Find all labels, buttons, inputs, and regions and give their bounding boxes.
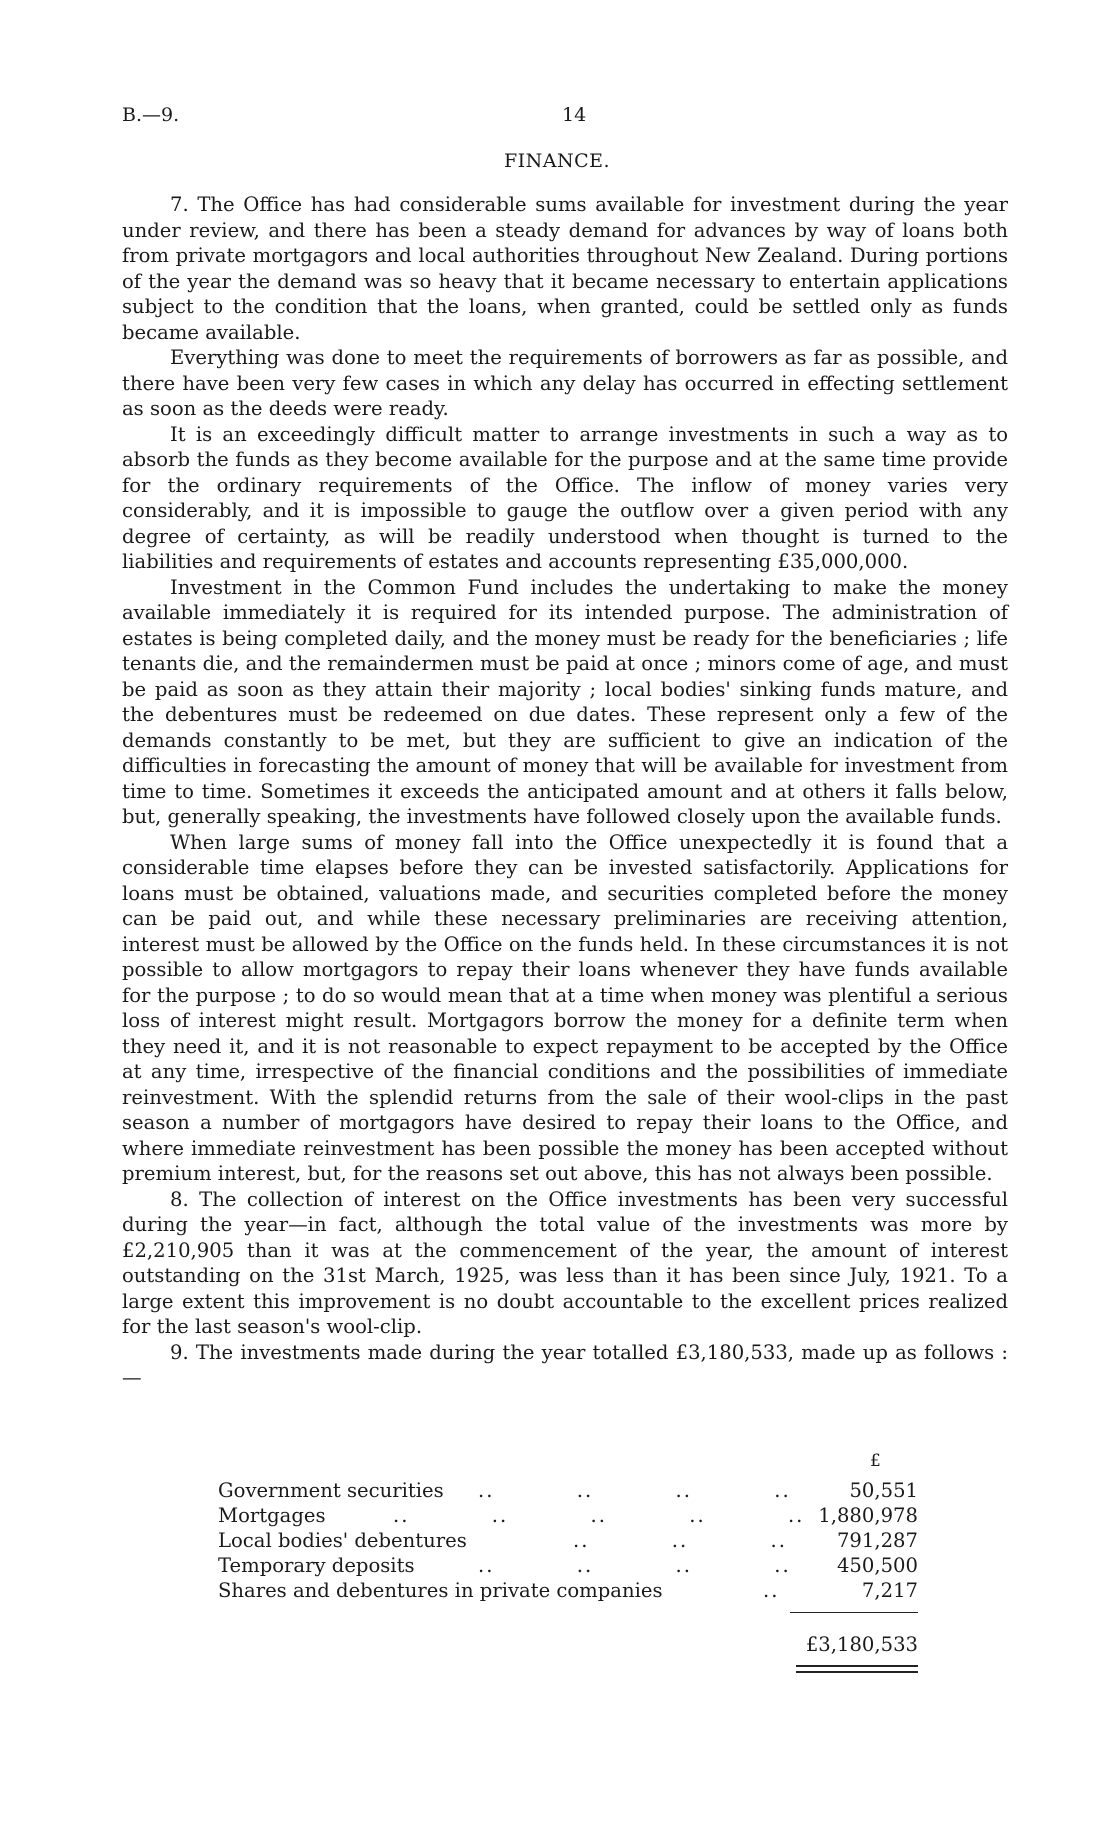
table-row <box>218 1479 918 1504</box>
paragraph: 9. The investments made during the year totalled £3,180,533, made up as follows :— <box>122 1340 1008 1389</box>
row-value: 450,500 <box>836 1554 918 1577</box>
paragraph: 8. The collection of interest on the Office investments has been very successful during the year—in fact, although the total value of the investments was more by £2,210,905 than it was at the commencement of the year, the amount of interest outstanding on the 31st March, 1925, was less than it has been since July, 1921. To a large extent this improvement is no doubt accountable to the excellent prices realized for the last season's wool-clip. <box>122 1187 1008 1338</box>
section-title: FINANCE. <box>503 150 611 172</box>
leader-dots: .. .. .. <box>573 1529 787 1552</box>
leader-dots: .. .. .. .. .. <box>393 1504 805 1527</box>
row-value: 791,287 <box>836 1529 918 1552</box>
page-number: 14 <box>562 104 587 126</box>
body-text <box>122 192 1008 1391</box>
table-row <box>218 1504 918 1529</box>
leader-dots: .. <box>763 1579 780 1602</box>
row-label: Government securities <box>218 1479 444 1502</box>
row-value: 50,551 <box>849 1479 918 1502</box>
paragraph: 7. The Office has had considerable sums available for investment during the year under review, and there has been a steady demand for advances by way of loans both from private mortgagors and local authorities throughout New Zealand. During portions of the year the demand was so heavy that it became necessary to entertain applications subject to the condition that the loans, when granted, could be settled only as funds became available. <box>122 193 1008 344</box>
paragraph: Everything was done to meet the requirements of borrowers as far as possible, and there have been very few cases in which any delay has occurred in effecting settlement as soon as the deeds were ready. <box>122 346 1008 420</box>
row-label: Mortgages <box>218 1504 326 1527</box>
subtotal-rule <box>790 1612 918 1613</box>
row-label: Local bodies' debentures <box>218 1529 467 1552</box>
document-reference: B.—9. <box>122 104 180 126</box>
row-label: Temporary deposits <box>218 1554 415 1577</box>
total-double-rule <box>796 1665 918 1673</box>
table-row <box>218 1579 918 1604</box>
table-row <box>218 1554 918 1579</box>
table-row <box>218 1529 918 1554</box>
paragraph: It is an exceedingly difficult matter to arrange investments in such a way as to absorb the funds as they become available for the purpose and at the same time provide for the ordinary requirements of the Office. The inflow of money varies very considerably, and it is impossible to gauge the outflow over a given period with any degree of certainty, as will be readily understood when thought is turned to the liabilities and requirements of estates and accounts representing £35,000,000. <box>122 422 1008 573</box>
row-value: 7,217 <box>861 1579 918 1602</box>
leader-dots: .. .. .. .. <box>478 1479 791 1502</box>
paragraph: When large sums of money fall into the Office unexpectedly it is found that a considerable time elapses before they can be invested satisfactorily. Applications for loans must be obtained, valuations made, and securities completed before the money can be paid out, and while these necessary preliminaries are receiving attention, interest must be allowed by the Office on the funds held. In these circumstances it is not possible to allow mortgagors to repay their loans whenever they have funds available for the purpose ; to do so would mean that at a time when money was plentiful a serious loss of interest might result. Mortgagors borrow the money for a definite term when they need it, and it is not reasonable to expect repayment to be accepted by the Office at any time, irrespective of the financial conditions and the possibilities of immediate reinvestment. With the splendid returns from the sale of their wool-clips in the past season a number of mortgagors have desired to repay their loans to the Office, and where immediate reinvestment has been possible the money has been accepted without premium interest, but, for the reasons set out above, this has not always been possible. <box>122 830 1008 1185</box>
leader-dots: .. .. .. .. <box>478 1554 791 1577</box>
row-value: 1,880,978 <box>818 1504 918 1527</box>
currency-header: £ <box>870 1451 881 1471</box>
row-label: Shares and debentures in private companies <box>218 1579 663 1602</box>
investments-total: £3,180,533 <box>805 1633 918 1656</box>
paragraph: Investment in the Common Fund includes the undertaking to make the money available immediately it is required for its intended purpose. The administration of estates is being completed daily, and the money must be ready for the beneficiaries ; life tenants die, and the remaindermen must be paid at once ; minors come of age, and must be paid as soon as they attain their majority ; local bodies' sinking funds mature, and the debentures must be redeemed on due dates. These represent only a few of the demands constantly to be met, but they are sufficient to give an indication of the difficulties in forecasting the amount of money that will be available for investment from time to time. Sometimes it exceeds the anticipated amount and at others it falls below, but, generally speaking, the investments have followed closely upon the available funds. <box>122 575 1008 828</box>
